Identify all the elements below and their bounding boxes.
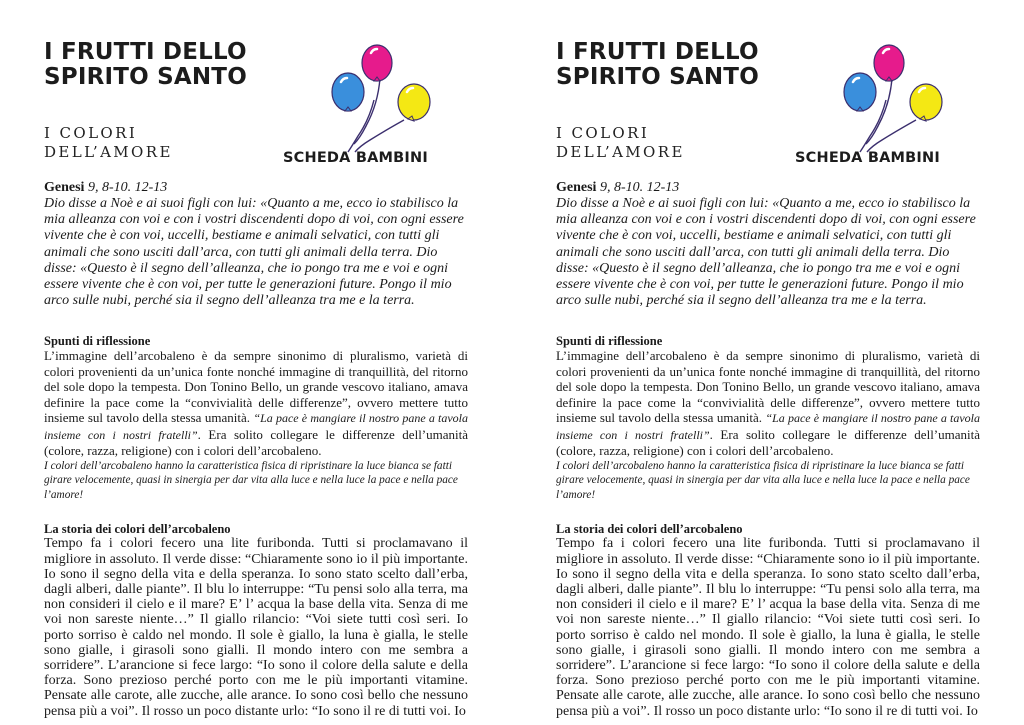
reflection-text <box>556 348 980 459</box>
reflection-text-a: L’immagine dell’arcobaleno è da sempre sinonimo di pluralismo, varietà di colori provenienti da un’unica fonte nonché immagine di tranquillità, del ritorno del sole dopo la tempesta. Don Tonino Bello, un grande vescovo italiano, amava definire la pace come la “convivialità delle differenze”, ovvero mettere tutto insieme sul tavolo della stessa umanità. <box>44 348 468 426</box>
reflection-text-a: L’immagine dell’arcobaleno è da sempre sinonimo di pluralismo, varietà di colori provenienti da un’unica fonte nonché immagine di tranquillità, del ritorno del sole dopo la tempesta. Don Tonino Bello, un grande vescovo italiano, amava definire la pace come la “convivialità delle differenze”, ovvero mettere tutto insieme sul tavolo della stessa umanità. <box>556 348 980 426</box>
reflection-heading: Spunti di riflessione <box>44 334 151 349</box>
story-heading: La storia dei colori dell’arcobaleno <box>556 522 743 537</box>
content-column <box>44 180 468 719</box>
reflection-quote: “La pace è mangiare il nostro pane a tavola insieme con i nostri fratelli” <box>556 411 981 442</box>
balloons-icon <box>834 40 956 158</box>
scripture-verses: 9, 8-10. 12-13 <box>599 180 680 195</box>
scripture-verses: 9, 8-10. 12-13 <box>87 180 168 195</box>
reflection-quote: “La pace è mangiare il nostro pane a tavola insieme con i nostri fratelli” <box>44 411 469 442</box>
page-right <box>512 0 1024 725</box>
reflection-text <box>44 348 468 459</box>
content-column <box>556 180 980 719</box>
page-subtitle: I COLORI DELL’AMORE <box>44 124 173 161</box>
scripture-book: Genesi <box>556 180 597 195</box>
scripture-reference <box>556 180 980 196</box>
story-text: Tempo fa i colori fecero una lite furibonda. Tutti si proclamavano il migliore in assoluto. Il verde disse: “Chiaramente sono io il più importante. Io sono il segno della vita e della speranza. Io sono stato scelto dall’erba, dagli alberi, dalle piante”. Il blu lo interruppe: “Tu pensi solo alla terra, ma non consideri il cielo e il mare? E’ l’ acqua la base della vita. Senza di me voi non sareste niente…” Il giallo rilancio: “Voi siete tutti così seri. Io porto sorriso è caldo nel mondo. Il sole è giallo, la luna è gialla, le stelle sono gialle, i girasoli sono gialli. Il mondo intero con me sembra a sorridere”. L’arancione si fece largo: “Io sono il colore della salute e della forza. Sono prezioso perché porto con me le più importanti vitamine. Pensate alle carote, alle zucche, alle arance. Io sono così bello che nessuno pensa più a voi”. Il rosso un poco distante urlo: “Io sono il re di tutti voi. Io <box>556 536 980 719</box>
page-title: I FRUTTI DELLO SPIRITO SANTO <box>556 39 759 90</box>
scripture-text: Dio disse a Noè e ai suoi figli con lui: «Quanto a me, ecco io stabilisco la mia alleanza con voi e con i vostri discendenti dopo di voi, con ogni essere vivente che è con voi, uccelli, bestiame e animali selvatici, con tutti gli animali che sono usciti dall’arca, con tutti gli animali della terra. Dio disse: «Questo è il segno dell’alleanza, che io pongo tra me e voi e ogni essere vivente che è con voi, per tutte le generazioni future. Pongo il mio arco sulle nubi, perché sia il segno dell’alleanza tra me e la terra. <box>44 196 464 309</box>
scheda-bambini-label: SCHEDA BAMBINI <box>795 150 940 166</box>
scheda-bambini-label: SCHEDA BAMBINI <box>283 150 428 166</box>
reflection-note: I colori dell’arcobaleno hanno la caratteristica fisica di ripristinare la luce bianca se fatti girare velocemente, quasi in sinergia per dar vita alla luce e nella luce la pace e nella pace l’amore! <box>44 459 458 501</box>
scripture-reference <box>44 180 468 196</box>
scripture-book: Genesi <box>44 180 85 195</box>
scripture-text: Dio disse a Noè e ai suoi figli con lui: «Quanto a me, ecco io stabilisco la mia alleanza con voi e con i vostri discendenti dopo di voi, con ogni essere vivente che è con voi, uccelli, bestiame e animali selvatici, con tutti gli animali che sono usciti dall’arca, con tutti gli animali della terra. Dio disse: «Questo è il segno dell’alleanza, che io pongo tra me e voi e ogni essere vivente che è con voi, per tutte le generazioni future. Pongo il mio arco sulle nubi, perché sia il segno dell’alleanza tra me e la terra. <box>556 196 976 309</box>
balloons-icon <box>322 40 444 158</box>
page-title: I FRUTTI DELLO SPIRITO SANTO <box>44 39 247 90</box>
reflection-note: I colori dell’arcobaleno hanno la caratteristica fisica di ripristinare la luce bianca se fatti girare velocemente, quasi in sinergia per dar vita alla luce e nella luce la pace e nella pace l’amore! <box>556 459 970 501</box>
story-text: Tempo fa i colori fecero una lite furibonda. Tutti si proclamavano il migliore in assoluto. Il verde disse: “Chiaramente sono io il più importante. Io sono il segno della vita e della speranza. Io sono stato scelto dall’erba, dagli alberi, dalle piante”. Il blu lo interruppe: “Tu pensi solo alla terra, ma non consideri il cielo e il mare? E’ l’ acqua la base della vita. Senza di me voi non sareste niente…” Il giallo rilancio: “Voi siete tutti così seri. Io porto sorriso è caldo nel mondo. Il sole è giallo, la luna è gialla, le stelle sono gialle, i girasoli sono gialli. Il mondo intero con me sembra a sorridere”. L’arancione si fece largo: “Io sono il colore della salute e della forza. Sono prezioso perché porto con me le più importanti vitamine. Pensate alle carote, alle zucche, alle arance. Io sono così bello che nessuno pensa più a voi”. Il rosso un poco distante urlo: “Io sono il re di tutti voi. Io <box>44 536 468 719</box>
story-heading: La storia dei colori dell’arcobaleno <box>44 522 231 537</box>
reflection-text-b: . Era solito collegare le differenze dell’umanità (colore, razza, religione) con i colori dell’arcobaleno. <box>556 426 981 459</box>
page-subtitle: I COLORI DELL’AMORE <box>556 124 685 161</box>
reflection-heading: Spunti di riflessione <box>556 334 663 349</box>
reflection-text-b: . Era solito collegare le differenze dell’umanità (colore, razza, religione) con i colori dell’arcobaleno. <box>44 426 469 459</box>
